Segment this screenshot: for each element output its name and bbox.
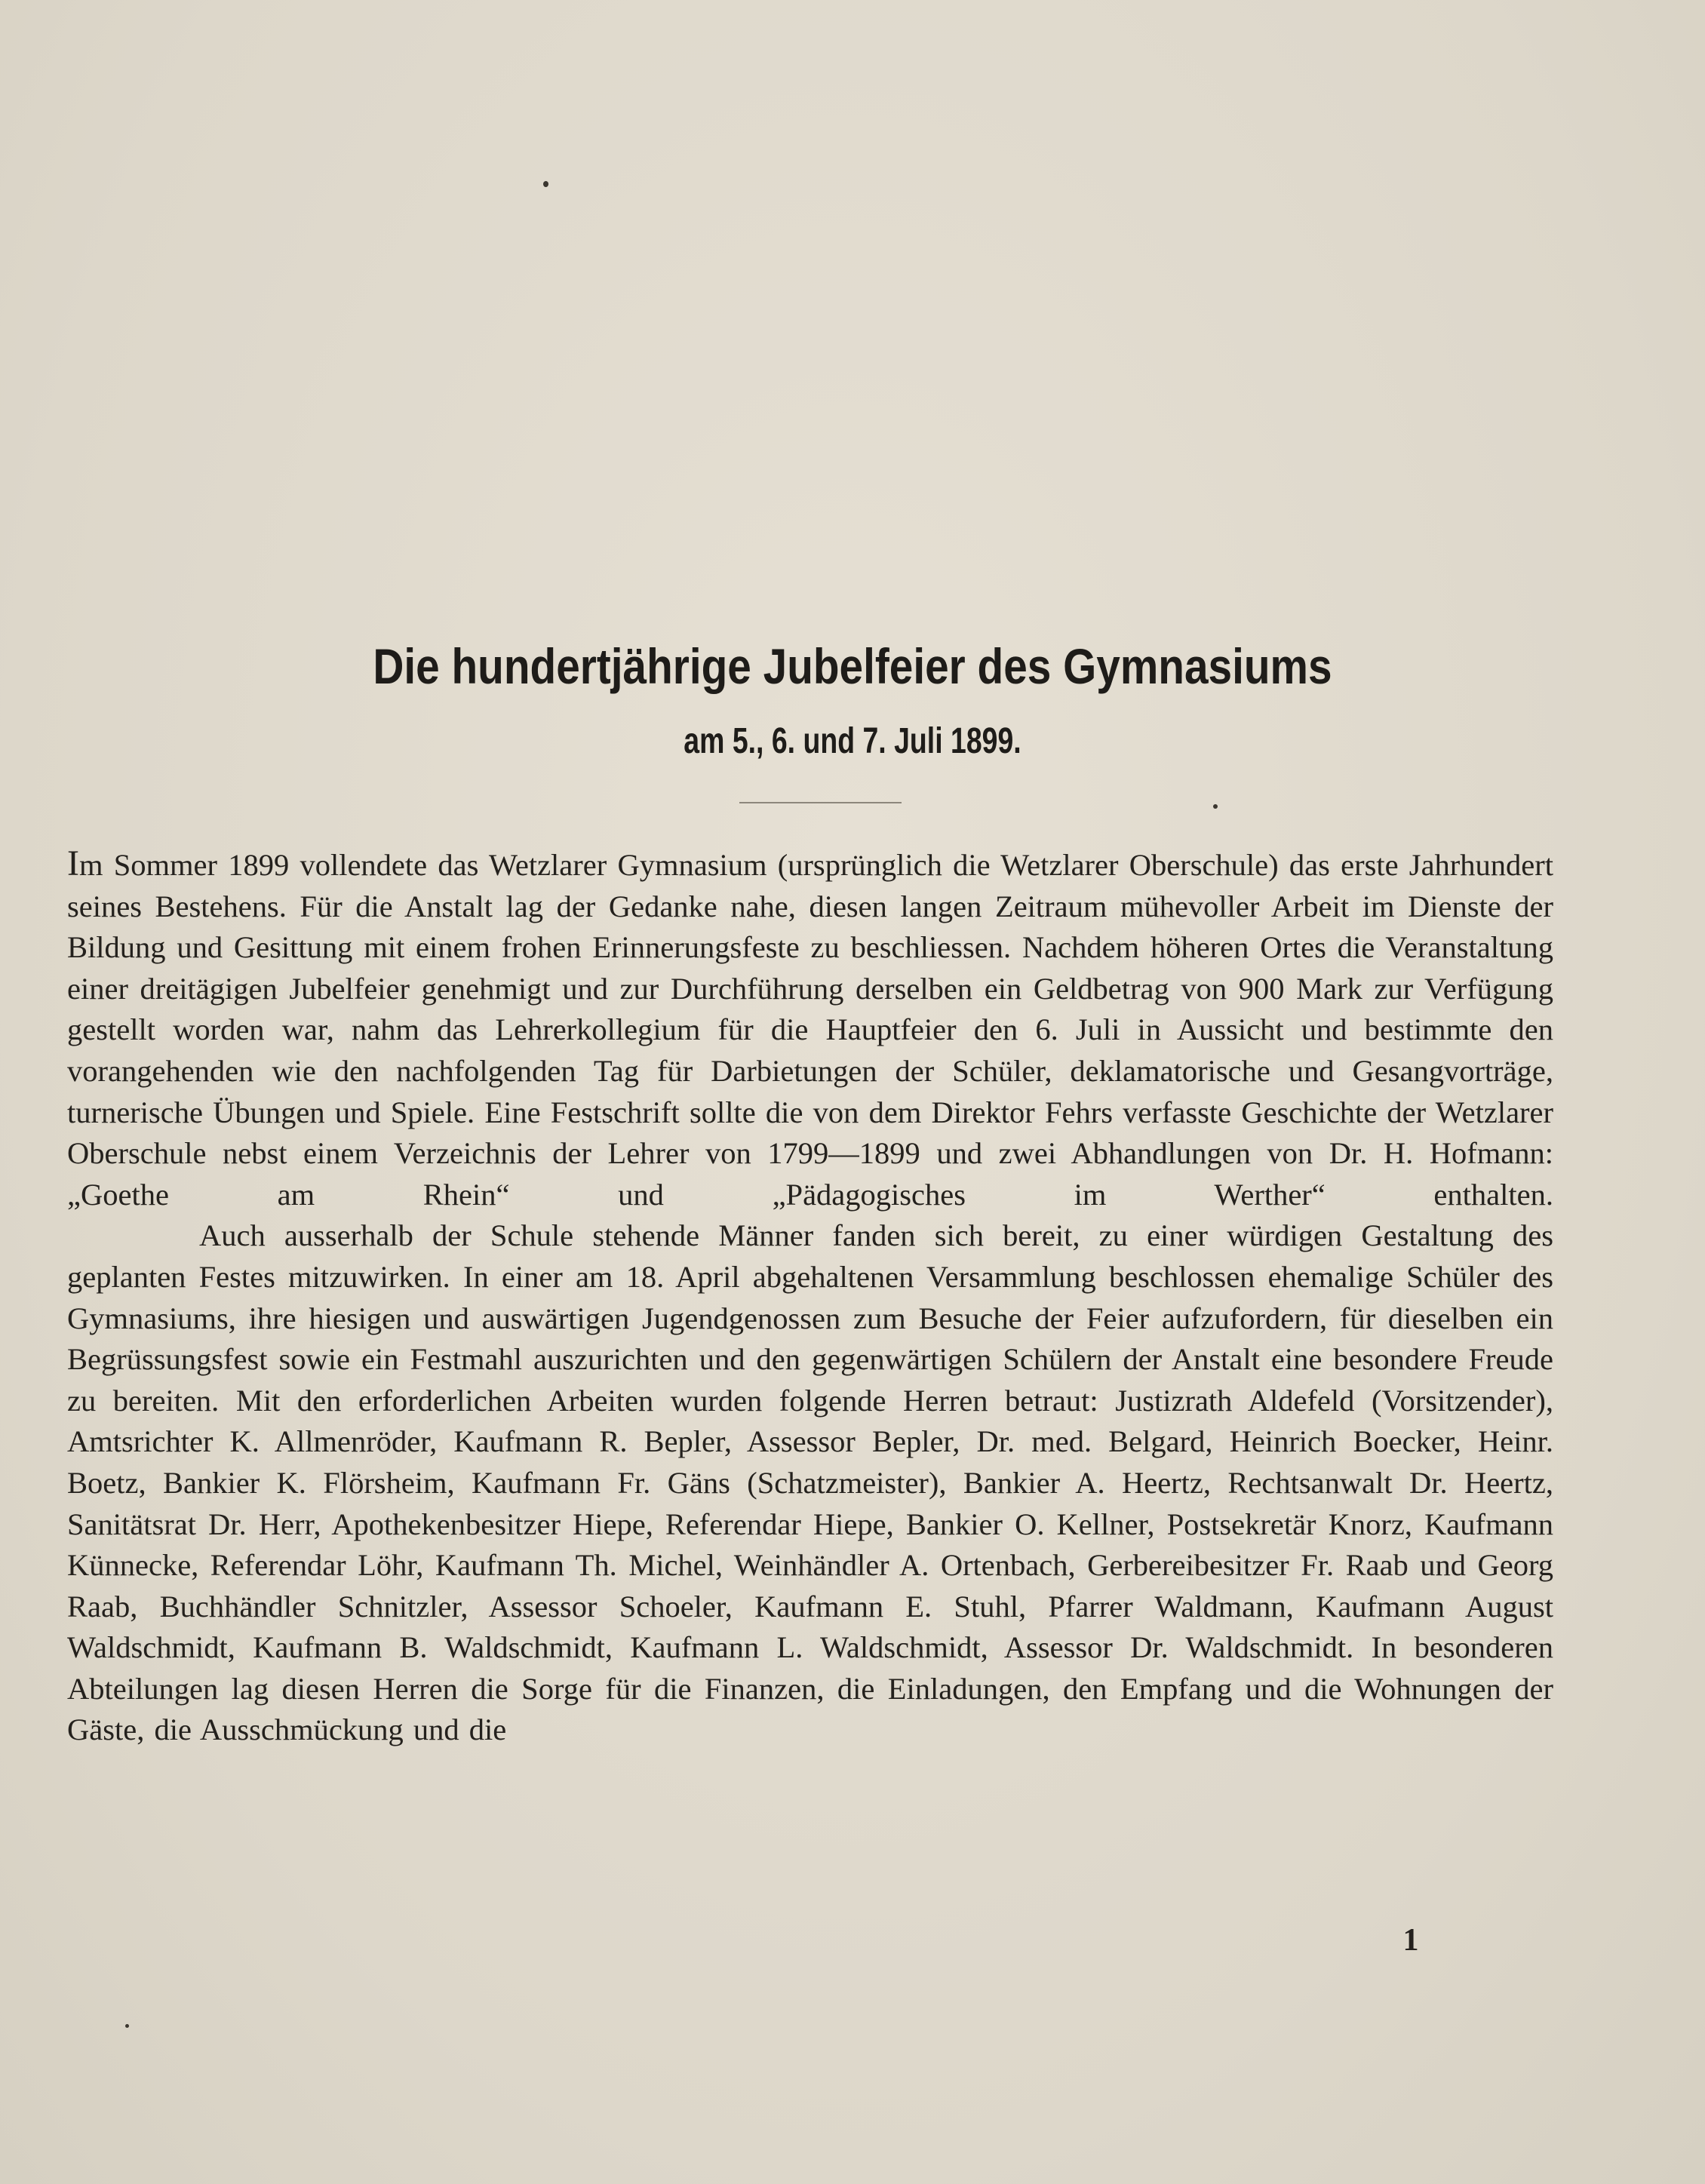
print-speck bbox=[125, 2024, 129, 2028]
divider-rule bbox=[739, 802, 902, 803]
paragraph-text: Auch ausserhalb der Schule stehende Männer fanden sich bereit, zu einer würdigen Gestaltung des geplanten Festes mitzuwirken. In einer am 18. April abgehaltenen Versammlung beschlossen ehemalige Schüler des Gymnasiums, ihre hiesigen und auswärtigen Jugendgenossen zum Besuche der Feier aufzufordern, für dieselben ein Begrüssungsfest sowie ein Festmahl auszurichten und den gegenwärtigen Schülern der Anstalt eine besondere Freude zu bereiten. Mit den erforderlichen Arbeiten wurden folgende Herren betraut: Justizrath Aldefeld (Vorsitzender), Amtsrichter K. Allmenröder, Kaufmann R. Bepler, Assessor Bepler, Dr. med. Belgard, Heinrich Boecker, Heinr. Boetz, Bankier K. Flörsheim, Kaufmann Fr. Gäns (Schatzmeister), Bankier A. Heertz, Rechtsanwalt Dr. Heertz, Sanitätsrat Dr. Herr, Apothekenbesitzer Hiepe, Referendar Hiepe, Bankier O. Kellner, Postsekretär Knorz, Kaufmann Künnecke, Referendar Löhr, Kaufmann Th. Michel, Weinhändler A. Ortenbach, Gerbereibesitzer Fr. Raab und Georg Raab, Buchhändler Schnitzler, Assessor Schoeler, Kaufmann E. Stuhl, Pfarrer Waldmann, Kaufmann August Waldschmidt, Kaufmann B. Waldschmidt, Kaufmann L. Waldschmidt, Assessor Dr. Waldschmidt. In besonderen Abteilungen lag diesen Herren die Sorge für die Finanzen, die Einladungen, den Empfang und die Wohnungen der Gäste, die Ausschmückung und die bbox=[67, 1218, 1553, 1747]
paragraph-initial: I bbox=[67, 843, 79, 883]
page-number: 1 bbox=[1402, 1923, 1419, 1958]
paragraph-1 bbox=[67, 843, 1553, 1215]
print-speck bbox=[1213, 804, 1218, 809]
paragraph-text: m Sommer 1899 vollendete das Wetzlarer Gymnasium (ursprünglich die Wetzlarer Oberschule) das erste Jahrhundert seines Bestehens. Für die Anstalt lag der Gedanke nahe, diesen langen Zeitraum mühevoller Arbeit im Dienste der Bildung und Gesittung mit einem frohen Erinnerungsfeste zu beschliessen. Nachdem höheren Ortes die Veranstaltung einer dreitägigen Jubelfeier genehmigt und zur Durchführung derselben ein Geldbetrag von 900 Mark zur Verfügung gestellt worden war, nahm das Lehrerkollegium für die Hauptfeier den 6. Juli in Aussicht und bestimmte den vorangehenden wie den nachfolgenden Tag für Darbietungen der Schüler, deklamatorische und Gesangvorträge, turnerische Übungen und Spiele. Eine Festschrift sollte die von dem Direktor Fehrs verfasste Geschichte der Wetzlarer Oberschule nebst einem Verzeichnis der Lehrer von 1799—1899 und zwei Abhandlungen von Dr. H. Hofmann: „Goethe am Rhein“ und „Pädagogisches im Werther“ enthalten. bbox=[67, 848, 1553, 1212]
paragraph-2 bbox=[67, 1215, 1553, 1751]
article-body bbox=[67, 843, 1553, 1751]
print-speck bbox=[543, 181, 548, 187]
page-subtitle: am 5., 6. und 7. Juli 1899. bbox=[684, 721, 1021, 761]
page-title: Die hundertjährige Jubelfeier des Gymnasiums bbox=[373, 638, 1332, 694]
